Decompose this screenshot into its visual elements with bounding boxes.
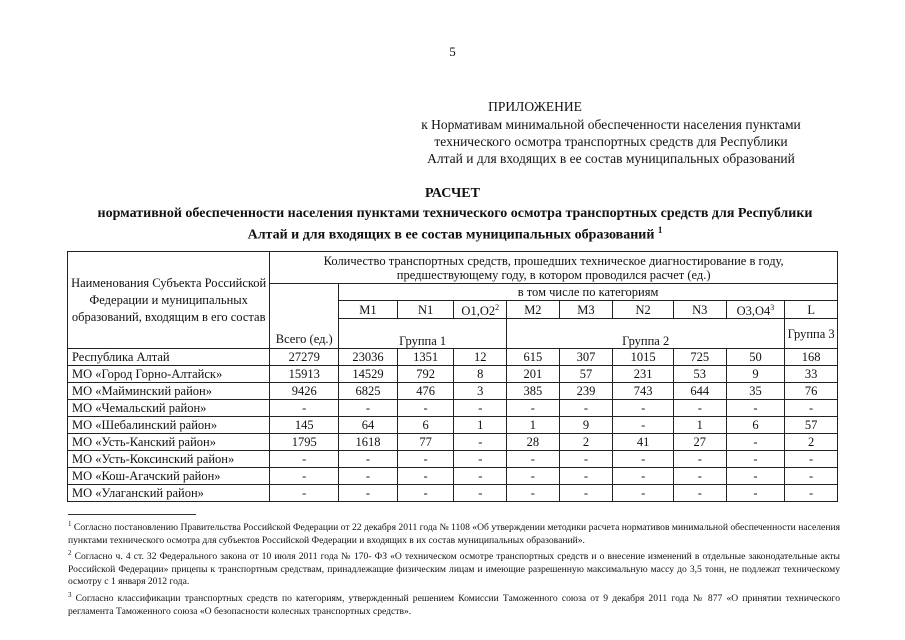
footnote-mark: 1 [657,225,663,235]
annex-line: к Нормативам минимальной обеспеченности населения пунктами [421,117,801,132]
table-cell: - [613,400,674,417]
table-cell: - [559,400,613,417]
table-cell: 476 [397,383,454,400]
category-header: L [785,301,838,319]
table-cell: 201 [507,366,560,383]
footnote-mark: 1 [68,520,72,528]
table-cell: - [454,485,507,502]
table-cell: 33 [785,366,838,383]
category-header: $O3,O4^3$ [726,301,785,319]
table-cell: 239 [559,383,613,400]
table-cell: 57 [785,417,838,434]
table-row [68,366,838,383]
table-cell: - [339,451,398,468]
table-row [68,434,838,451]
table-cell: 231 [613,366,674,383]
table-cell: 725 [674,349,727,366]
row-name: МО «Усть-Коксинский район» [68,451,270,468]
table-cell: - [270,468,339,485]
table-cell: - [726,451,785,468]
table-row [68,400,838,417]
table-cell: - [270,485,339,502]
table-row [68,417,838,434]
table-cell: - [674,468,727,485]
table-cell: 307 [559,349,613,366]
table-cell: 3 [454,383,507,400]
table-cell: - [454,468,507,485]
table-cell: 12 [454,349,507,366]
table-cell: 6825 [339,383,398,400]
table-cell: 168 [785,349,838,366]
table-row [68,468,838,485]
category-header: N2 [613,301,674,319]
table-cell: - [785,451,838,468]
table-cell: - [559,451,613,468]
table-cell: 76 [785,383,838,400]
table-cell: - [726,468,785,485]
footnote-mark: 3 [68,590,72,599]
document-subtitle [60,205,850,244]
table-cell: 1 [507,417,560,434]
row-name: Республика Алтай [68,349,270,366]
group-header: Группа 2 [507,319,785,349]
table-cell: 792 [397,366,454,383]
table-row [68,349,838,366]
table-cell: 615 [507,349,560,366]
table-cell: 64 [339,417,398,434]
table-cell: 1795 [270,434,339,451]
row-name: МО «Улаганский район» [68,485,270,502]
table-cell: - [397,468,454,485]
annex-subtitle [381,116,841,167]
subtitle-line: Алтай и для входящих в ее состав муниципальных образований [247,227,655,243]
table-cell: - [613,451,674,468]
table-row [68,451,838,468]
table-cell: - [674,451,727,468]
table-cell: - [454,451,507,468]
table-cell: - [270,451,339,468]
table-cell: - [559,485,613,502]
column-header-categories: в том числе по категориям [339,284,838,301]
table-row [68,485,838,502]
category-header: M2 [507,301,560,319]
category-header: N3 [674,301,727,319]
table-cell: 8 [454,366,507,383]
row-name: МО «Шебалинский район» [68,417,270,434]
table-cell: 57 [559,366,613,383]
table-cell: - [397,485,454,502]
column-header-count: Количество транспортных средств, прошедших техническое диагностирование в году, предшествующему году, в котором проводился расчет (ед.) [270,252,838,284]
table-cell: - [507,400,560,417]
table-cell: 743 [613,383,674,400]
table-cell: - [785,400,838,417]
column-header-name: Наименования Субъекта Российской Федерации и муниципальных образований, входящим в его состав [68,252,270,349]
annex-line: технического осмотра транспортных средств для Республики [434,134,788,149]
row-name: МО «Город Горно-Алтайск» [68,366,270,383]
table-cell: 23036 [339,349,398,366]
group-header: Группа 3 [785,319,838,349]
footnotes [68,518,840,618]
table-cell: - [785,468,838,485]
table-cell: - [613,485,674,502]
row-name: МО «Кош-Агачский район» [68,468,270,485]
table-cell: - [397,451,454,468]
table-cell: - [726,485,785,502]
table-cell: - [674,485,727,502]
row-name: МО «Чемальский район» [68,400,270,417]
table-cell: 6 [726,417,785,434]
table-cell: - [454,434,507,451]
category-header: $O1,O2^2$ [454,301,507,319]
table-cell: - [785,485,838,502]
table-cell: - [454,400,507,417]
table-cell: 9426 [270,383,339,400]
table-cell: - [507,485,560,502]
group-header: Группа 1 [339,319,507,349]
row-name: МО «Майминский район» [68,383,270,400]
table-cell: 1015 [613,349,674,366]
footnote-divider [68,514,196,515]
category-header: N1 [397,301,454,319]
table-cell: - [674,400,727,417]
table-cell: 27279 [270,349,339,366]
footnote: $^1$ Согласно постановлению Правительства Российской Федерации от 22 декабря 2011 года № 1108 «Об утверждении методики расчета нормативов минимальной обеспеченности населения пунктами технического осмотра для субъектов Российской Федерации и входящих в их состав муниципальных образований». [68,520,840,546]
annex-title: ПРИЛОЖЕНИЕ [488,99,582,114]
table-cell: 145 [270,417,339,434]
table-cell: 15913 [270,366,339,383]
table-cell: - [339,468,398,485]
table-cell: 1 [674,417,727,434]
table-row [68,383,838,400]
category-header: M1 [339,301,398,319]
table-cell: 1618 [339,434,398,451]
table-cell: 53 [674,366,727,383]
table-cell: 27 [674,434,727,451]
footnote: $^3$ Согласно классификации транспортных средств по категориям, утвержденный решением Комиссии Таможенного союза от 9 декабря 2011 года № 877 «О принятии технического регламента Таможенного союза «О безопасности колесных транспортных средств». [68,590,840,617]
table-cell: - [726,434,785,451]
table-cell: 14529 [339,366,398,383]
footnote-mark: 2 [68,549,72,558]
table-cell: - [613,417,674,434]
table-cell: 6 [397,417,454,434]
table-cell: 9 [559,417,613,434]
footnote-mark: 3 [770,303,775,312]
footnote-mark: 2 [495,303,500,312]
table-cell: 77 [397,434,454,451]
table-cell: - [507,451,560,468]
footnote: $^2$ Согласно ч. 4 ст. 32 Федерального закона от 10 июля 2011 года № 170- ФЗ «О техническом осмотре транспортных средств и о внесение изменений в отдельные законодательные акты Российской Федерации» прицепы к транспортным средствам, принадлежащие физическим лицам и имеющие разрешенную максимальную массу до 3,5 тонн, не подлежат техническому осмотру с 1 января 2012 года. [68,549,840,588]
column-header-total: Всего (ед.) [270,284,339,349]
table-cell: 1351 [397,349,454,366]
table-cell: 9 [726,366,785,383]
table-cell: 35 [726,383,785,400]
category-header: M3 [559,301,613,319]
table-cell: - [270,400,339,417]
table-cell: 644 [674,383,727,400]
table-cell: - [339,485,398,502]
table-cell: - [559,468,613,485]
table-cell: - [397,400,454,417]
table-cell: - [339,400,398,417]
table-cell: 50 [726,349,785,366]
page-number: 5 [449,44,456,59]
table-cell: 1 [454,417,507,434]
table-cell: - [613,468,674,485]
document-title: РАСЧЕТ [425,186,480,201]
table-cell: - [726,400,785,417]
table-cell: 2 [785,434,838,451]
table-cell: - [507,468,560,485]
table-cell: 28 [507,434,560,451]
subtitle-line: нормативной обеспеченности населения пунктами технического осмотра транспортных средств для Республики [97,206,813,221]
row-name: МО «Усть-Канский район» [68,434,270,451]
table-cell: 385 [507,383,560,400]
table-cell: 41 [613,434,674,451]
calculation-table [67,251,838,502]
table-cell: 2 [559,434,613,451]
annex-line: Алтай и для входящих в ее состав муниципальных образований [427,151,795,166]
